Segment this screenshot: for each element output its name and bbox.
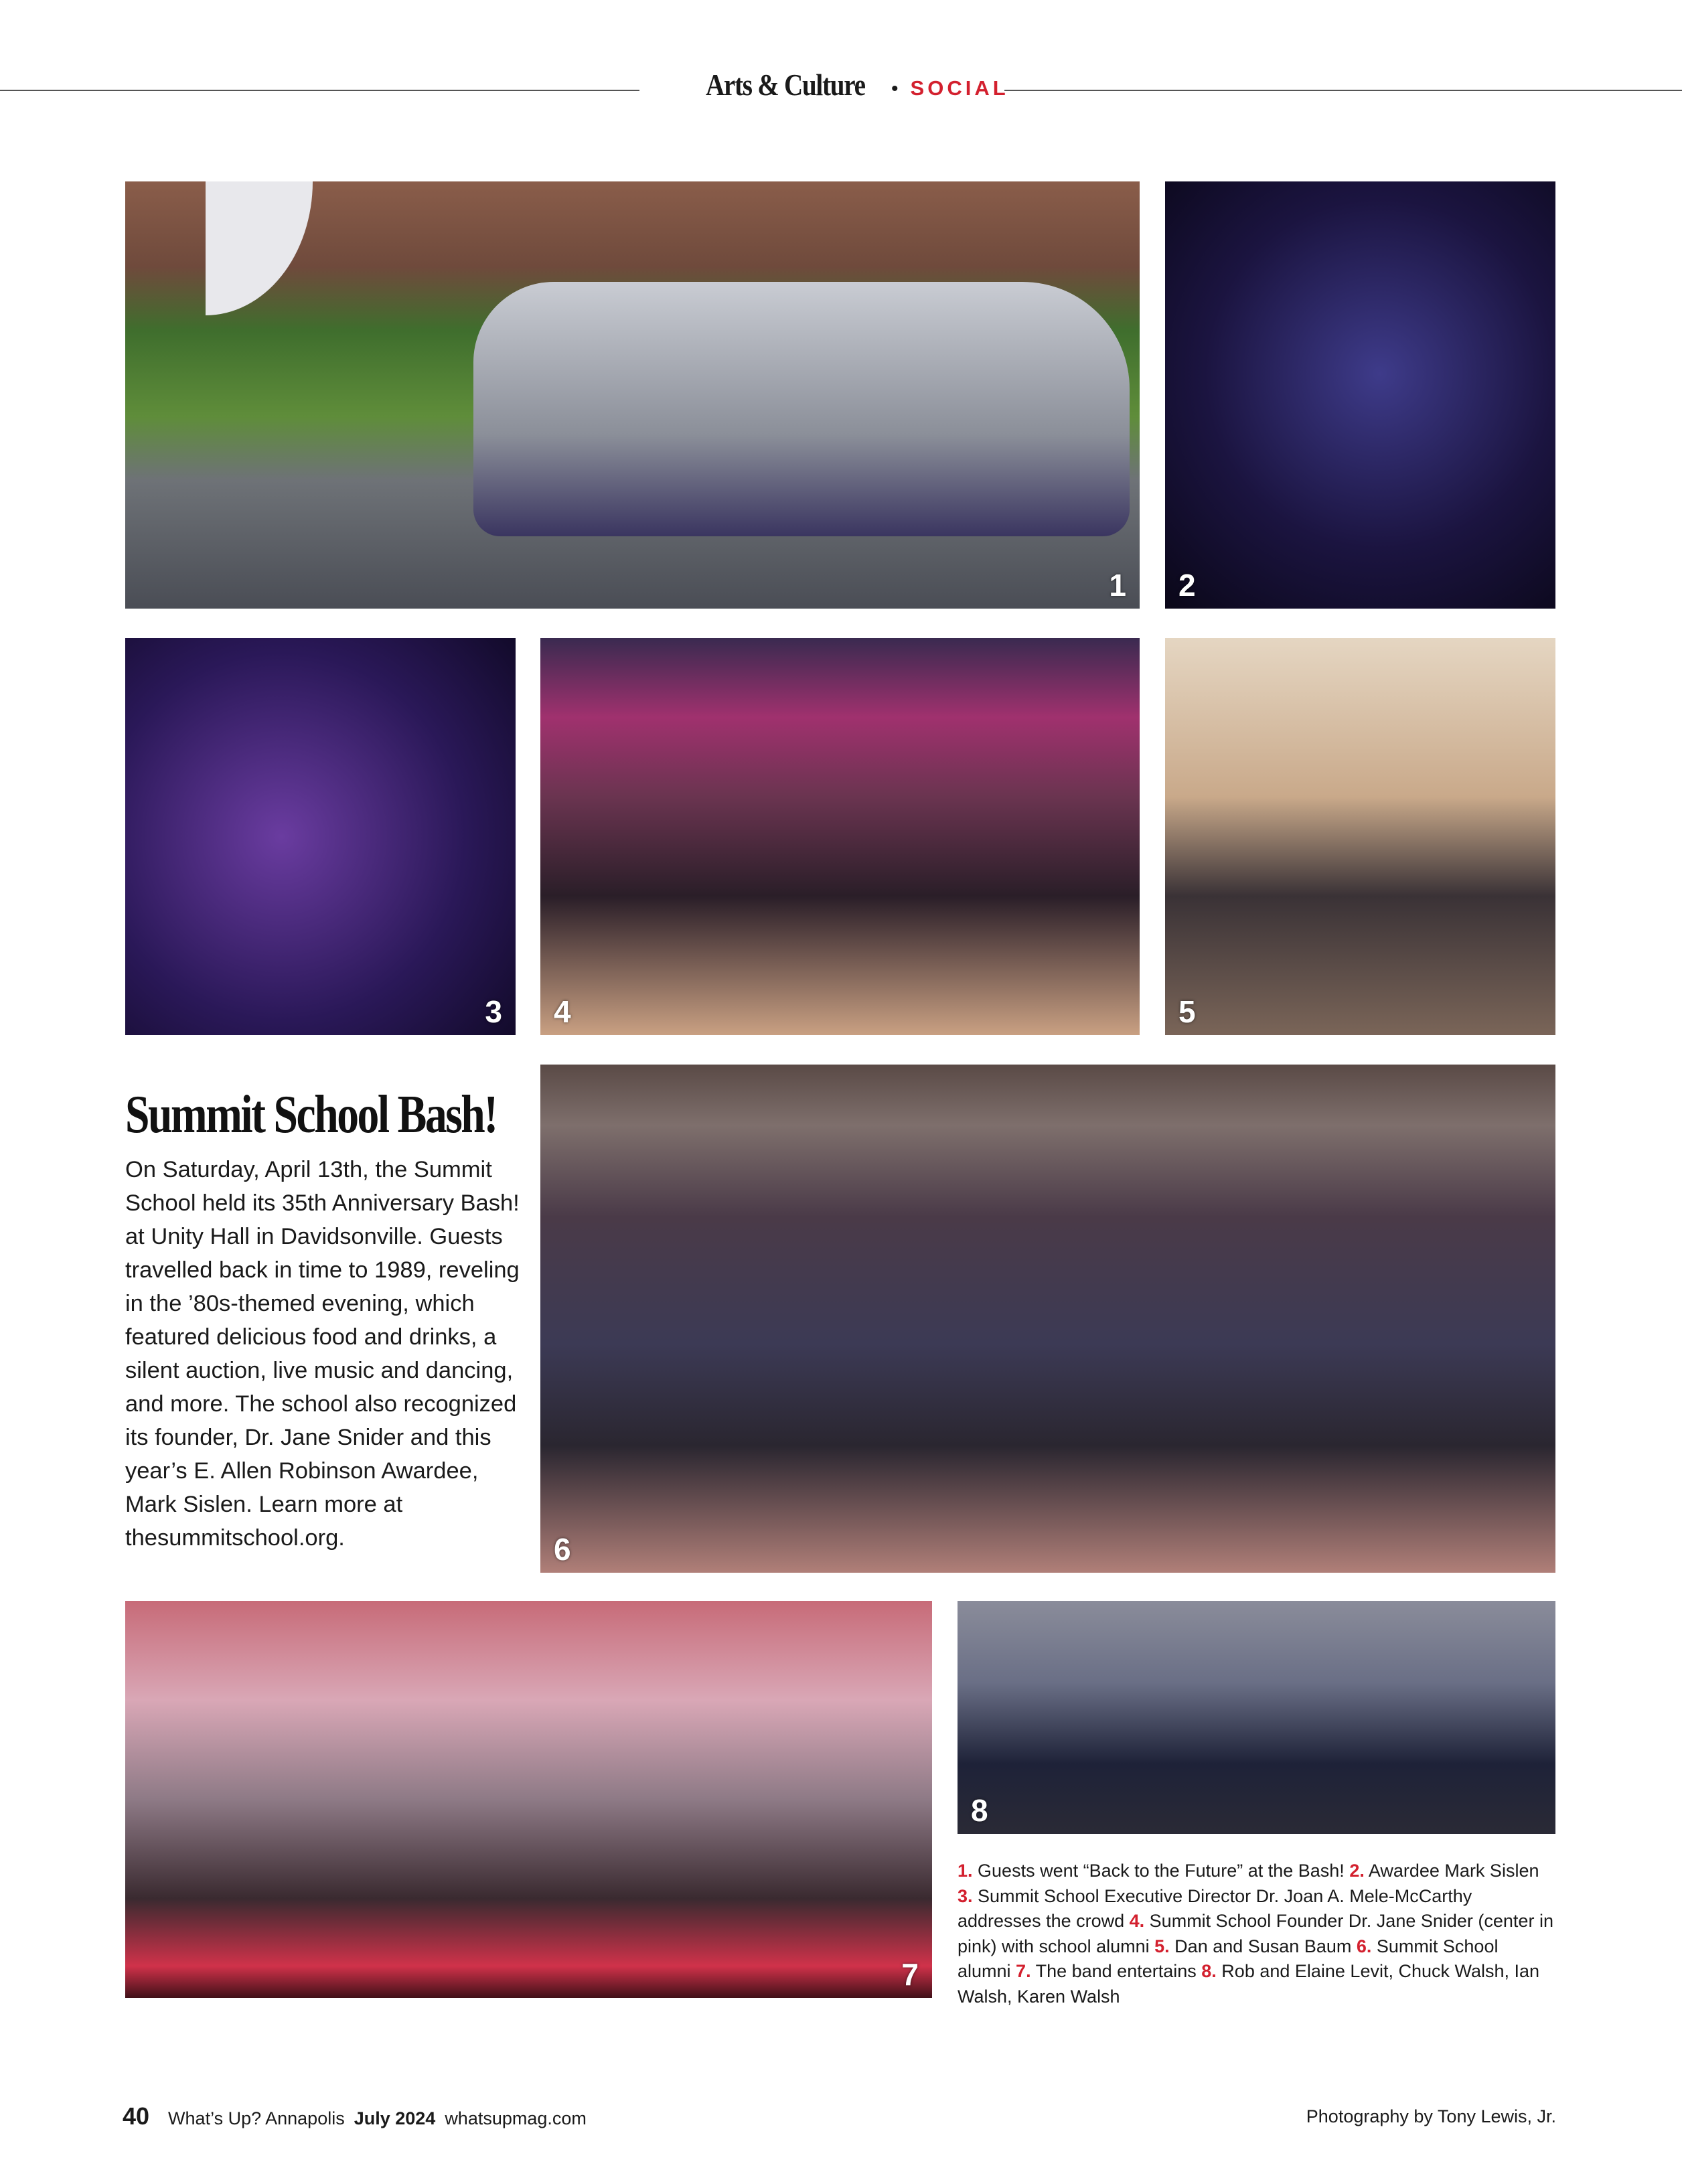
footer-left xyxy=(123,2102,587,2130)
photo-number: 5 xyxy=(1178,994,1196,1029)
caption-text: Rob and Elaine Levit, Chuck Walsh, Ian Walsh, Karen Walsh xyxy=(958,1961,1540,2007)
caption-text: Summit School alumni xyxy=(958,1936,1499,1981)
issue-date: July 2024 xyxy=(354,2108,436,2128)
caption-number: 8. xyxy=(1201,1961,1217,1981)
caption-number: 6. xyxy=(1356,1936,1372,1956)
photo-alumni-group xyxy=(540,1065,1555,1573)
photo-director-speaking xyxy=(125,638,516,1035)
photo-number: 4 xyxy=(554,994,571,1029)
article-title: Summit School Bash! xyxy=(125,1085,497,1144)
photo-number: 3 xyxy=(485,994,502,1029)
caption-number: 5. xyxy=(1154,1936,1170,1956)
caption-text: Summit School Executive Director Dr. Joan A. Mele-McCarthy addresses the crowd xyxy=(958,1885,1472,1931)
photo-awardee xyxy=(1165,181,1555,609)
article-body: On Saturday, April 13th, the Summit School held its 35th Anniversary Bash! at Unity Hall in Davidsonville. Guests travelled back in time to 1989, reveling in the ’80s-themed evening, which featured delicious food and drinks, a silent auction, live music and dancing, and more. The school also recognized its founder, Dr. Jane Snider and this year’s E. Allen Robinson Awardee, Mark Sislen. Learn more at thesummitschool.org. xyxy=(125,1157,520,1551)
photo-delorean-guests xyxy=(125,181,1140,609)
photo-credit: Photography by Tony Lewis, Jr. xyxy=(1306,2106,1556,2126)
section-name: Arts & Culture xyxy=(706,68,866,102)
publication-name: What’s Up? Annapolis xyxy=(168,2108,345,2128)
photo-founder-alumni xyxy=(540,638,1140,1035)
caption-text: Guests went “Back to the Future” at the Bash! xyxy=(972,1861,1350,1881)
photo-levits-walshes xyxy=(958,1601,1555,1834)
photo-number: 8 xyxy=(971,1793,988,1828)
caption-number: 4. xyxy=(1129,1911,1145,1931)
caption-text: Summit School Founder Dr. Jane Snider (center in pink) with school alumni xyxy=(958,1911,1553,1956)
photo-number: 2 xyxy=(1178,568,1196,603)
header-rule-right xyxy=(1004,90,1682,91)
caption-number: 1. xyxy=(958,1861,973,1881)
car-shape xyxy=(473,282,1130,536)
page-number: 40 xyxy=(123,2102,150,2130)
photo-captions xyxy=(958,1859,1555,2009)
caption-text: Dan and Susan Baum xyxy=(1169,1936,1357,1956)
caption-number: 2. xyxy=(1349,1861,1365,1881)
tent-shape xyxy=(206,181,313,315)
photo-number: 1 xyxy=(1109,568,1126,603)
website: whatsupmag.com xyxy=(445,2108,587,2128)
subsection-name: SOCIAL xyxy=(910,76,1009,100)
photo-band xyxy=(125,1601,932,1998)
header-rule-left xyxy=(0,90,639,91)
photo-number: 6 xyxy=(554,1532,571,1567)
separator-dot: • xyxy=(891,78,899,100)
caption-text: The band entertains xyxy=(1030,1961,1202,1981)
caption-text: Awardee Mark Sislen xyxy=(1364,1861,1539,1881)
section-header xyxy=(696,67,1009,102)
photo-number: 7 xyxy=(901,1957,919,1992)
photo-baums xyxy=(1165,638,1555,1035)
caption-number: 7. xyxy=(1016,1961,1031,1981)
caption-number: 3. xyxy=(958,1885,973,1906)
